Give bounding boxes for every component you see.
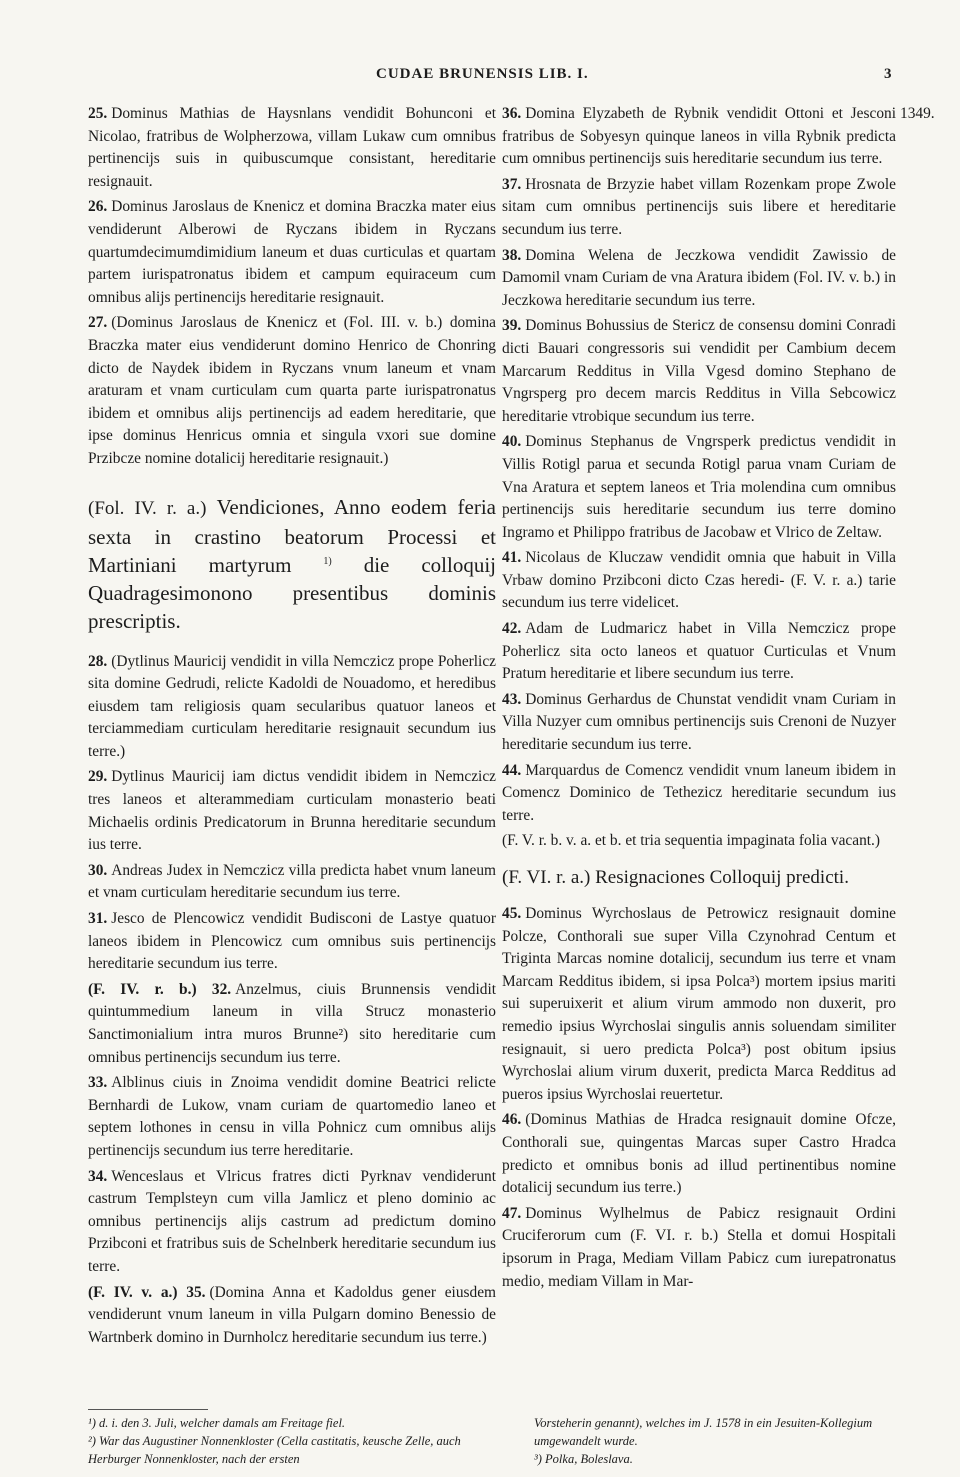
entry-number: 47. xyxy=(502,1204,522,1222)
entry-text: Dominus Bohussius de Stericz de consensu domini Conradi dicti Bauari congressoris sui vendidit per Cambium decem Marcarum Redditus in Villa Vgesd domino Stephano de Vngrsperg pro decem marcis Redditus in Villa Sebcowicz hereditarie vtrobique secundum ius terre. xyxy=(502,317,896,425)
footnote-2: ²) War das Augustiner Nonnenkloster (Cella castitatis, keusche Zelle, auch Herburger Nonnenkloster, nach der ersten xyxy=(88,1434,461,1466)
right-column xyxy=(502,103,896,1296)
entry-text: Nicolaus de Kluczaw vendidit omnia que habuit in Villa Vrbaw domino Przibconi dicto Czas heredi- (F. V. r. a.) tarie secundum ius terre videlicet. xyxy=(502,549,896,612)
running-head xyxy=(0,66,960,90)
entry-text: (Dominus Mathias de Hradca resignauit domine Ofcze, Conthorali sue, quingentas Marcas super Castro Hradca predicto et omnibus bonis ad illud pertinentibus nomine dotalicij secundum ius terre.) xyxy=(502,1111,896,1197)
entry-number: 44. xyxy=(502,761,522,779)
footnote-rule xyxy=(88,1409,208,1410)
entry-45 xyxy=(502,903,896,1106)
entry-42 xyxy=(502,618,896,686)
entry-40 xyxy=(502,431,896,544)
entry-number: 43. xyxy=(502,690,522,708)
entry-number: 39. xyxy=(502,317,522,335)
entry-number: 26. xyxy=(88,198,108,216)
entry-text: Dominus Wylhelmus de Pabicz resignauit Ordini Cruciferorum cum (F. VI. r. b.) Stella et domui Hospitali ipsorum in Praga, Mediam Villam Pabicz cum iurepatronatus medio, mediam Villam in Mar- xyxy=(502,1204,896,1290)
folio-mark: (F. VI. r. a.) xyxy=(502,867,591,888)
entry-37 xyxy=(502,174,896,242)
entry-text: (Domina Anna et Kadoldus gener eiusdem vendiderunt vnum laneum in villa Pulgarn domino Benessio de Wartnberk domino in Durnholcz hereditarie secundum ius terre.) xyxy=(88,1283,496,1346)
entry-35 xyxy=(88,1282,496,1350)
entry-text: Hrosnata de Brzyzie habet villam Rozenkam prope Zwole sitam cum omnibus pertinencijs suis libere et hereditarie secundum ius terre. xyxy=(502,175,896,238)
entry-text: Dytlinus Mauricij iam dictus vendidit ibidem in Nemczicz tres laneos et alterammediam curticulam monasterio beati Michaelis ordinis Predicatorum in Brunna hereditarie secundum ius terre. xyxy=(88,768,496,854)
entry-number: 40. xyxy=(502,433,522,451)
entry-text: Dominus Wyrchoslaus de Petrowicz resignauit domine Polcze, Conthorali sue super Villa Czynohrad Centum et Triginta Marcas nomine dotalicij, secundum ius terre et vnam Marcam Redditus ibidem, si ipsa Polca³) mortem ipsius mariti sui superuixerit et alium virum ammodo non duxerit, pro remedio ipsius Wyrchoslai singulis annis soluendam similiter resignauit, si uero predicta Polca³) post obitum ipsius Wyrchoslai alium virum duxerit, predicta Marca Redditus ad pueros ipsius Wyrchoslai reuertetur. xyxy=(502,905,896,1103)
entry-text: Anzelmus, ciuis Brunnensis vendidit quintummedium laneum in villa Strucz monasterio Sanctimonialium intra muros Brunne²) sito hereditarie cum omnibus pertinencijs secundum ius terre. xyxy=(88,980,497,1066)
entry-44 xyxy=(502,760,896,828)
entry-text: (Dominus Jaroslaus de Knenicz et (Fol. III. v. b.) domina Braczka mater eius vendiderunt domino Henrico de Chonring dicto de Naydek ibidem in Ryczans vnum laneum et vnam araturam et vnam curticulam cum quarta parte iurispatronatus ibidem et omnibus alijs pertinencijs ad eadem hereditarie, que ipse dominus Henricus omnia et singula vxori sue domine Przibcze nomine dotalicij hereditarie resignauit.) xyxy=(88,314,496,467)
entry-number: (F. IV. r. b.) 32. xyxy=(88,980,232,998)
footnotes-right xyxy=(534,1414,914,1468)
entry-number: 31. xyxy=(88,910,108,928)
entry-text: Adam de Ludmaricz habet in Villa Nemczicz prope Poherlicz sita octo laneos et quatuor Curticulas et Vnum Pratum hereditarie et libere secundum ius terre. xyxy=(502,620,896,683)
entry-34 xyxy=(88,1166,496,1279)
entry-number: 41. xyxy=(502,549,522,567)
entry-text: Andreas Judex in Nemczicz villa predicta habet vnum laneum et vnam curticulam hereditarie secundum ius terre. xyxy=(88,861,496,902)
entry-number: (F. IV. v. a.) 35. xyxy=(88,1283,206,1301)
entry-36 xyxy=(502,103,896,171)
running-title: CUDAE BRUNENSIS LIB. I. xyxy=(376,66,589,82)
heading-text: Vendiciones, Anno eodem feria sexta in crastino beatorum Processi et Martiniani martyrum xyxy=(88,494,496,577)
entry-number: 30. xyxy=(88,861,108,879)
entry-number: 38. xyxy=(502,246,522,264)
year-marginal: 1349. xyxy=(900,105,935,122)
entry-text: Domina Welena de Jeczkowa vendidit Zawissio de Damomil vnam Curiam de vna Aratura ibidem (Fol. IV. v. b.) in Jeczkowa hereditarie secundum ius terre. xyxy=(502,246,896,309)
footnote-3: ³) Polka, Boleslava. xyxy=(534,1452,633,1466)
entry-number: 33. xyxy=(88,1074,108,1092)
left-column xyxy=(88,103,496,1352)
entry-number: 34. xyxy=(88,1167,108,1185)
entry-number: 37. xyxy=(502,175,522,193)
entry-number: 25. xyxy=(88,105,108,122)
entry-number: 45. xyxy=(502,905,522,922)
entry-text: (Dytlinus Mauricij vendidit in villa Nemczicz prope Poherlicz sita domine Gedrudi, relicte Kadoldi de Nouadomo, et heredibus eiusdem tam religiosis quam secularibus quatuor laneos et terciammediam curticulam hereditarie resignauit secundum ius terre.) xyxy=(88,652,496,760)
entry-text: Dominus Stephanus de Vngrsperk predictus vendidit in Villis Rotigl parua et secunda Rotigl parua vnam Curiam de Vna Aratura et septem laneos et Tria molendina cum omnibus pertinencijs suis hereditarie secundum ius terre domino Ingramo et Philippo fratribus de Jacobaw et Vlrico de Zeltaw. xyxy=(502,433,896,541)
entry-number: 36. xyxy=(502,105,522,122)
entry-text: Dominus Mathias de Haysnlans vendidit Bohunconi et Nicolao, fratribus de Wolpherzowa, villam Lukaw cum omnibus pertinencijs suis in quibuscumque consistant, hereditarie resignauit. xyxy=(88,105,496,190)
entry-text: Dominus Jaroslaus de Knenicz et domina Braczka mater eius vendiderunt Alberowi de Ryczans ibidem in Ryczans quartumdecimumdimidium laneum et duas curticulas et quartam partem iurispatronatus ibidem et campum equiraceum cum omnibus alijs pertinencijs hereditarie resignauit. xyxy=(88,198,496,306)
folio-note xyxy=(502,830,896,853)
entry-47 xyxy=(502,1203,896,1293)
footnotes-left xyxy=(88,1414,488,1468)
entry-29 xyxy=(88,766,496,856)
heading-text: Resignaciones Colloquij predicti. xyxy=(595,867,849,888)
entry-28 xyxy=(88,651,496,764)
entry-27 xyxy=(88,312,496,470)
footnote-1: ¹) d. i. den 3. Juli, welcher damals am Freitage fiel. xyxy=(88,1416,346,1430)
entry-number: 42. xyxy=(502,620,522,638)
entry-text: Alblinus ciuis in Znoima vendidit domine Beatrici relicte Bernhardi de Lukow, vnam curiam de quartomedio laneo et septem lothones in censu in villa Pohnicz cum omnibus alijs pertinencijs secundum ius terre hereditarie. xyxy=(88,1074,496,1159)
entry-33 xyxy=(88,1072,496,1162)
entry-text: Jesco de Plencowicz vendidit Budisconi de Lastye quatuor laneos ibidem in Plencowicz cum omnibus suis pertinencijs hereditarie secundum ius terre. xyxy=(88,910,496,973)
folio-mark: (Fol. IV. r. a.) xyxy=(88,497,207,519)
entry-32 xyxy=(88,979,496,1069)
entry-25 xyxy=(88,103,496,193)
page-number: 3 xyxy=(884,66,893,82)
entry-text: Marquardus de Comencz vendidit vnum laneum ibidem in Comencz Dominico de Tethezicz hereditarie secundum ius terre. xyxy=(502,761,896,824)
footnote-mark: 1) xyxy=(323,555,332,567)
entry-41 xyxy=(502,547,896,615)
entry-46 xyxy=(502,1109,896,1199)
section-heading-resignaciones xyxy=(502,865,896,891)
entry-26 xyxy=(88,196,496,309)
entry-text: Wenceslaus et Vlricus fratres dicti Pyrknav vendiderunt castrum Templsteyn cum villa Jamlicz et pleno dominio ac omnibus pertinencijs alijs castrum ad predictum domino Przibconi et fratribus suis de Schelnberk hereditarie secundum ius terre. xyxy=(88,1167,496,1275)
folio-note-text: (F. V. r. b. v. a. et b. et tria sequentia impaginata folia vacant.) xyxy=(502,832,881,850)
entry-text: Domina Elyzabeth de Rybnik vendidit Ottoni et Jesconi fratribus de Sobyesyn quinque laneos in villa Rybnik predicta cum omnibus pertinencijs suis hereditarie secundum ius terre. xyxy=(502,105,896,168)
heading-text-continued: die colloquij Quadragesimonono presentibus dominis prescriptis. xyxy=(88,552,496,633)
entry-number: 27. xyxy=(88,314,108,332)
footnote-2-continued: Vorsteherin genannt), welches im J. 1578 in ein Jesuiten-Kollegium umgewandelt wurde. xyxy=(534,1416,873,1448)
entry-39 xyxy=(502,315,896,428)
entry-30 xyxy=(88,860,496,905)
entry-31 xyxy=(88,908,496,976)
entry-38 xyxy=(502,245,896,313)
entry-number: 29. xyxy=(88,768,108,786)
entry-number: 46. xyxy=(502,1111,522,1129)
section-heading-vendiciones xyxy=(88,493,496,635)
entry-number: 28. xyxy=(88,652,108,670)
entry-text: Dominus Gerhardus de Chunstat vendidit vnam Curiam in Villa Nuzyer cum omnibus pertinencijs suis Crenoni de Nuzyer hereditarie secundum ius terre. xyxy=(502,690,896,754)
entry-43 xyxy=(502,689,896,757)
